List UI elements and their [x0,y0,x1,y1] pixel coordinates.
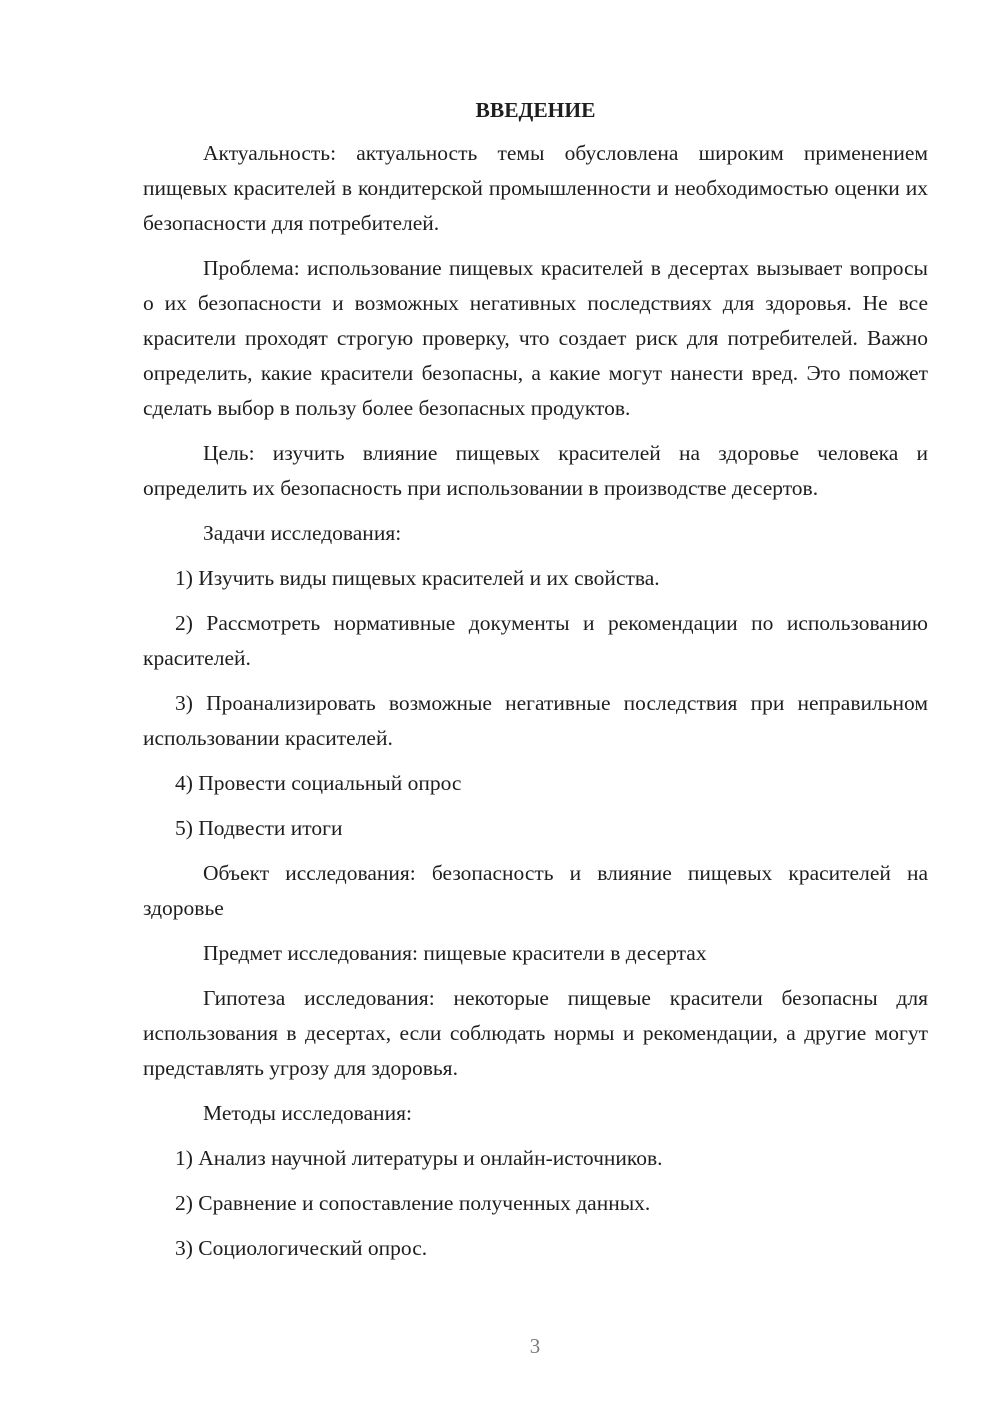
tasks-list [143,561,928,846]
object-paragraph: Объект исследования: безопасность и влияние пищевых красителей на здоровье [143,861,928,920]
relevance-paragraph: Актуальность: актуальность темы обусловлена широким применением пищевых красителей в кондитерской промышленности и необходимостью оценки их безопасности для потребителей. [143,141,928,235]
methods-list [143,1141,928,1266]
tasks-heading: Задачи исследования: [203,521,402,545]
task-item-3: 3) Проанализировать возможные негативные последствия при неправильном использовании красителей. [143,691,928,750]
document-page [143,94,928,1276]
method-item-2: 2) Сравнение и сопоставление полученных данных. [175,1191,651,1215]
task-item-5: 5) Подвести итоги [175,816,343,840]
hypothesis-paragraph: Гипотеза исследования: некоторые пищевые красители безопасны для использования в десертах, если соблюдать нормы и рекомендации, а другие могут представлять угрозу для здоровья. [143,986,928,1080]
task-item-4: 4) Провести социальный опрос [175,771,462,795]
method-item-3: 3) Социологический опрос. [175,1236,428,1260]
task-item-1: 1) Изучить виды пищевых красителей и их свойства. [175,566,660,590]
task-item-2: 2) Рассмотреть нормативные документы и рекомендации по использованию красителей. [143,611,928,670]
page-number: 3 [529,1334,541,1358]
methods-heading: Методы исследования: [203,1101,412,1125]
method-item-1: 1) Анализ научной литературы и онлайн-источников. [175,1146,663,1170]
section-title: ВВЕДЕНИЕ [475,98,596,122]
subject-paragraph: Предмет исследования: пищевые красители в десертах [203,941,707,965]
problem-paragraph: Проблема: использование пищевых красителей в десертах вызывает вопросы о их безопасности и возможных негативных последствиях для здоровья. Не все красители проходят строгую проверку, что создает риск для потребителей. Важно определить, какие красители безопасны, а какие могут нанести вред. Это поможет сделать выбор в пользу более безопасных продуктов. [143,256,928,420]
goal-paragraph: Цель: изучить влияние пищевых красителей на здоровье человека и определить их безопасность при использовании в производстве десертов. [143,441,928,500]
